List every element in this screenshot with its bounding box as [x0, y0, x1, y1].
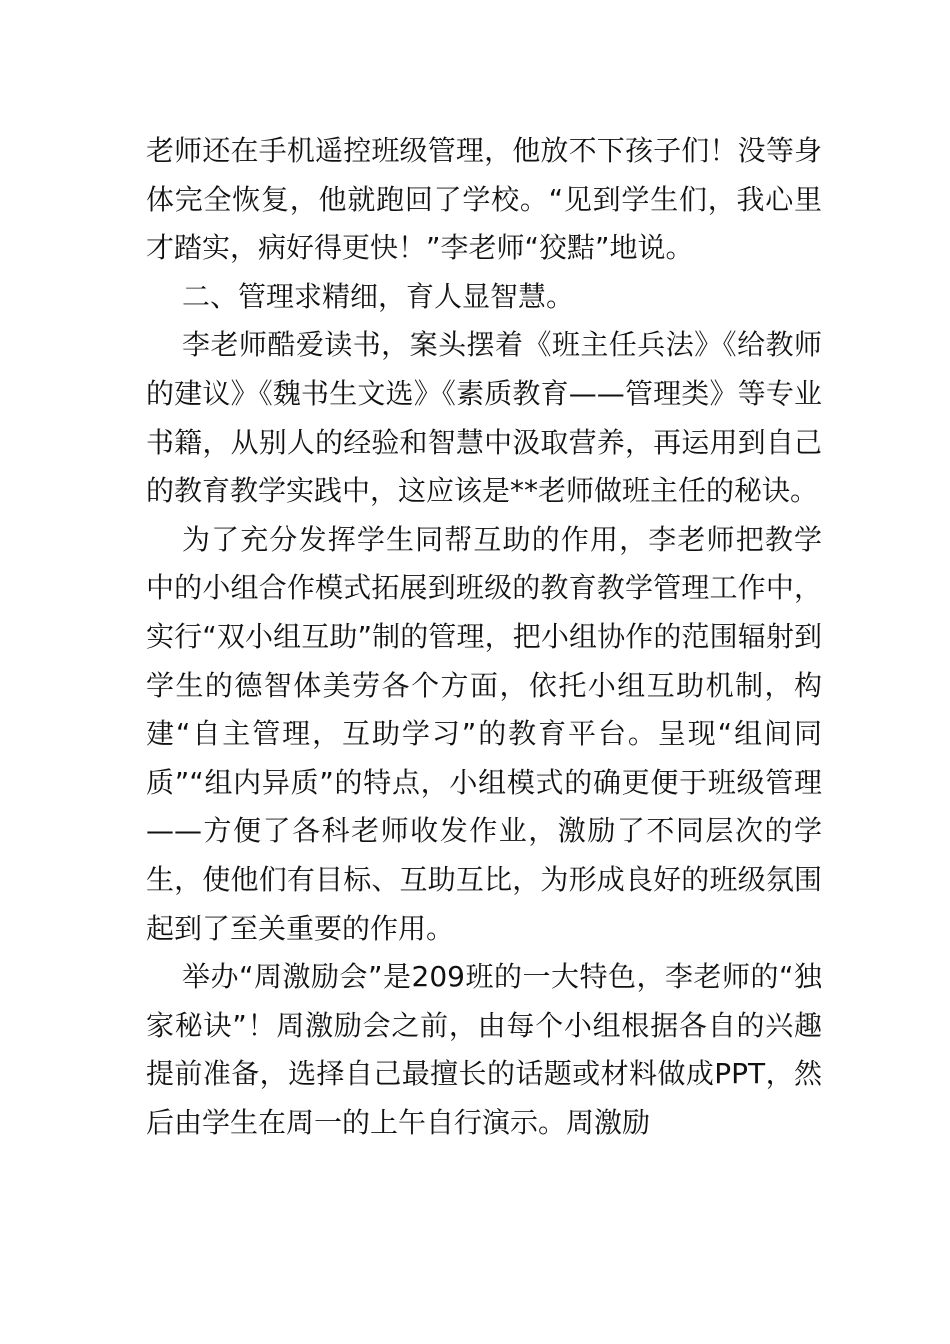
section-heading: 二、管理求精细，育人显智慧。 [182, 279, 575, 313]
paragraph-continuation: 老师还在手机遥控班级管理，他放不下孩子们！没等身体完全恢复，他就跑回了学校。“见到学生们，我心里才踏实，病好得更快！”李老师“狡黠”地说。 [146, 134, 822, 265]
paragraph-group-cooperation: 为了充分发挥学生同帮互助的作用，李老师把教学中的小组合作模式拓展到班级的教育教学管理工作中，实行“双小组互助”制的管理，把小组协作的范围辐射到学生的德智体美劳各个方面，依托小组互助机制，构建“自主管理，互助学习”的教育平台。呈现“组间同质”“组内异质”的特点，小组模式的确更便于班级管理——方便了各科老师收发作业，激励了不同层次的学生，使他们有目标、互助互比，为形成良好的班级氛围起到了至关重要的作用。 [146, 522, 822, 945]
paragraph-reading: 李老师酷爱读书，案头摆着《班主任兵法》《给教师的建议》《魏书生文选》《素质教育——管理类》等专业书籍，从别人的经验和智慧中汲取营养，再运用到自己的教育教学实践中，这应该是**老师做班主任的秘诀。 [146, 328, 822, 508]
paragraph-weekly-incentive: 举办“周激励会”是209班的一大特色，李老师的“独家秘诀”！周激励会之前，由每个小组根据各自的兴趣提前准备，选择自己最擅长的话题或材料做成PPT，然后由学生在周一的上午自行演示。周激励 [146, 960, 822, 1139]
document-body [146, 127, 822, 1147]
